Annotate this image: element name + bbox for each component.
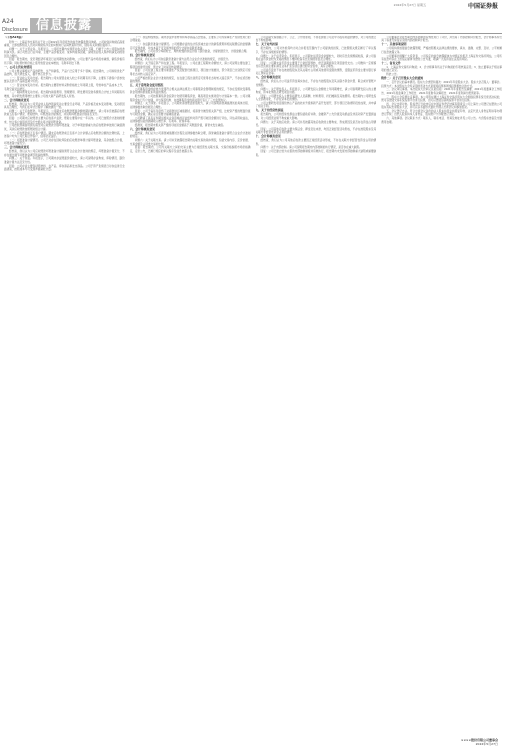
paragraph: 问题一：关于主营业务。年报显示，公司报告期内实现营业收入同比下降，归属于上市公司股东的净利润为负。请公司结合行业环境、主要产品价格变动、成本构成等因素，说明营业收入和净利润变动的原因及合理性。 (4, 47, 125, 58)
top-bar (0, 0, 506, 10)
section-heading: 三、会计师核查意见 (4, 145, 30, 149)
paragraph: （一）存货构成情况。期末存货中原材料和库存商品占比较高，主要系公司为保障生产连续性进行的合理备货。 (129, 36, 251, 43)
paragraph: 问题三：关于存货。年报显示，公司期末存货账面价值较大，请公司说明存货构成、库龄情况、跌价准备计提方法及充分性。 (4, 157, 125, 164)
section-heading: （下转A23版） (4, 36, 25, 40)
section-heading: 一、公司主营业务情况 (4, 64, 32, 69)
paragraph: 回复：公司存货主要包括原材料、在产品、库存商品和发出商品。公司于资产负债表日对存货进行全面清查，按照成本与可变现净值孰低计量。 (4, 164, 125, 171)
paragraph: 回复：报告期内，受宏观经济环境及行业周期性波动影响，公司主要产品市场需求减弱，销售价格有所下降；同时原材料价格上涨导致营业成本增加，毛利率同比下滑。 (4, 58, 125, 65)
paragraph: （一）营业收入变动分析。报告期内公司实现营业收入较上年同期有所下降，主要系下游客户需求放缓以及部分产品销量减少所致。 (4, 76, 125, 84)
masthead: 中国证券报 (467, 3, 498, 10)
paragraph: 问题九：关于其他应收款。请公司补充披露其他应收款的主要构成、形成原因及是否存在资金占用情况。 (255, 120, 377, 127)
paragraph: 一、召开会议的基本情况。股东大会类型和届次：2021年年度股东大会。股东大会召集人：董事会。投票方式：本次股东大会所采用的表决方式是现场投票和网络投票相结合的方式。 (381, 81, 502, 88)
paragraph: （二）营业成本变动分析。报告期内主要原材料采购价格较上年同期上涨，导致单位产品成本上升，毛利空间受到挤压。 (4, 84, 125, 91)
paragraph: 公司严格按照企业会计准则的规定，在在建工程达到预定可使用状态时转入固定资产，不存在延迟转固的情形。 (129, 76, 251, 83)
paragraph: 三、股东大会投票注意事项。本公司股东通过上海证券交易所股东大会网络投票系统行使表决权的，既可以登陆交易系统投票平台进行投票，也可以登陆互联网投票平台进行投票。 (381, 95, 502, 102)
paragraph: 公司董事会提醒广大投资者，公司指定的信息披露媒体为中国证券报及上海证券交易所网站，公司所有信息均以在上述指定媒体刊登的公告为准，敬请广大投资者注意投资风险。 (381, 54, 502, 61)
publication-date: 2022年5月27日 星期五 (393, 3, 426, 7)
paragraph: 公司将持续加强信息披露管理，严格按照相关法律法规的要求，真实、准确、完整、及时、公平地履行信息披露义务。 (381, 47, 502, 54)
paragraph: 问题七：关于货币资金。年报显示，公司期末货币资金余额较大，同时有息负债规模较高，请公司说明在货币资金较为充裕的情况下维持较高有息负债的原因及合理性。 (255, 54, 377, 61)
paragraph: 回复：报告期内，公司与关联方之间的交易主要为日常经营性关联交易，交易价格参照市场价格确定，定价公允，已履行相应的审议程序及信息披露义务。 (129, 146, 251, 153)
header-divider (4, 33, 502, 34)
section-heading: 二、会计师核查意见 (4, 97, 30, 102)
paragraph: （一）应收账款前五名客户情况。期末应收账款前五名客户合计余额占应收账款总额的比例较高，上述客户均为公司长期合作客户，信用状况良好。 (4, 131, 125, 138)
paragraph: 公司董事会对报告期内内部控制的有效性进行了评价，并出具了内部控制评价报告，会计师事务所出具了标准无保留意见的内部控制审计报告。 (381, 36, 502, 43)
column-2 (130, 36, 251, 741)
paragraph: 问题二：关于应收账款。年报显示，公司期末应收账款账面余额较期初增长，请公司补充披露应收账款前五名客户情况、账龄结构、坏账准备计提情况，并说明坏账准备计提是否充分。 (4, 109, 125, 117)
paragraph: 公司募集资金的存放与使用符合相关法律法规及公司募集资金管理制度的规定，不存在变相改变募集资金用途和损害股东利益的情况。 (129, 87, 251, 95)
paragraph: 回复：公司于每年年度终了对商誉进行减值测试，将商誉分摊至相关资产组，比较资产组的账面价值与可收回金额，确定是否需要计提减值准备。 (129, 109, 251, 116)
section-heading: 八、会计师核查意见 (255, 75, 281, 80)
paragraph: 经核查，我们认为公司货币资金真实存在，不存在与控股股东及其关联方资金共管、联合或共管账户的情形。 (255, 80, 377, 87)
paragraph: 回复：公司已建立较为完善的内部控制制度并有效执行，报告期内未发现内部控制重大缺陷或重要缺陷。 (255, 150, 377, 157)
paragraph: 经核查，我们认为公司应收账款坏账准备计提政策符合企业会计准则的规定，坏账准备计提充分，不存在通过调节坏账准备调节利润的情形。 (4, 150, 125, 157)
section-heading: 附件二：关于召开股东大会的通知 (381, 75, 424, 80)
section-heading: 五、关于募集资金使用情况 (129, 82, 164, 87)
paragraph: 报告期内，公司对部分库龄较长、周转较慢的存货计提了跌价准备，计提依据充分，计提金额合理。 (134, 50, 249, 54)
article-columns (4, 36, 502, 741)
section-label: Disclosure (2, 27, 28, 33)
paragraph: 二、会议审议事项。本次股东大会审议议案包括：2021年年度报告及摘要、2021年度董事会工作报告、2021年度监事会工作报告、2021年度财务决算报告、2021年度利润分配预案等。 (381, 88, 502, 95)
paragraph: 经核查，我们认为公司商誉减值测试过程及关键参数选取合理，商誉减值准备计提符合企业会计准则的规定。 (129, 131, 251, 139)
paragraph: 经核查，我们认为公司营业收入和净利润变动主要受行业环境、产品价格及成本变动影响，变动原因具有合理性，与我们在审计过程中了解的情况一致。 (4, 102, 125, 110)
section-heading: 六、会计师核查意见 (129, 126, 155, 131)
paragraph: （二）存货跌价准备计提情况。公司根据存货的估计售价减去估计的销售费用和相关税费后的金额确定可变现净值，对成本高于可变现净值的部分计提存货跌价准备。 (129, 43, 251, 50)
issuer-name: ××××股份有限公司董事会 (460, 738, 498, 742)
column-4 (381, 36, 502, 741)
paragraph: 报告期内，公司对外担保均为对合并报表范围内子公司提供的担保，已按照相关规定履行了审议程序，不存在违规担保的情形。 (255, 47, 377, 54)
notice-date: 2022年5月27日 (475, 742, 498, 746)
paragraph: 五、会议登记方法。符合出席会议条件的法人股东持营业执照复印件、法定代表人身份证明书等办理登记手续；自然人股东持本人身份证、股东账户卡办理登记手续。 (381, 109, 502, 117)
section-title: 信息披露 (30, 18, 102, 33)
paragraph: 报告期内，公司按照募集资金投资计划使用募集资金，募投项目实施进度与计划基本一致。公司对募集资金实行专户存储，并与保荐机构、存放募集资金的商业银行签订了三方监管协议。 (129, 95, 251, 102)
section-heading: 四、会计师核查意见 (129, 53, 155, 58)
section-heading: 十一、其他事项说明 (381, 42, 407, 47)
paragraph: 回复：公司期末应收账款主要为应收客户货款，账龄主要集中在一年以内。公司已按照会计准则的要求，结合客户信用状况及历史损失率计提坏账准备。 (4, 117, 125, 124)
paragraph: 六、其他事项。会议联系方式：联系人、联系电话、传真及地址详见公司公告。与会股东食宿及交通费用自理。 (381, 117, 502, 124)
paragraph: 经核查，我们认为公司存货跌价准备计提方法符合企业会计准则的规定，计提充分。 (134, 58, 231, 62)
paragraph: 问题八：关于研发投入。年报显示，公司研发投入金额较上年同期增长，请公司说明研发投入的主要构成、资本化情况及研发项目进展。 (255, 87, 377, 94)
notice-signature (461, 738, 498, 746)
paragraph: 回复：公司期末货币资金主要用于日常经营周转、偿还到期债务及项目建设支出。公司维持一定规模的有息负债主要系满足业务扩张及项目建设的资金需求，具有合理性。 (255, 61, 377, 69)
column-3 (256, 36, 377, 741)
paragraph: 问题五：关于商誉。年报显示，公司期末商誉账面价值较大，请公司说明商誉减值测试的具体过程、关键参数选取依据及合理性。 (129, 102, 251, 109)
paragraph: 公司主要从事相关产品的研发、生产和销售，产品广泛应用于多个领域。报告期内，公司持续优化产品结构，加大研发投入，提升核心竞争力。 (4, 69, 125, 77)
paragraph: （三）期间费用变动分析。报告期内销售费用、管理费用、研发费用及财务费用合计较上年同期有所增加，其中研发费用增长主要系公司加大新产品研发投入所致。 (4, 91, 125, 98)
section-heading: 十二、备查文件 (381, 60, 401, 65)
paragraph: 报告期内，公司非经常性损益主要包括政府补助、金融资产公允价值变动损益及非流动资产处置损益等，对公司经营业绩不构成重大影响。 (255, 113, 377, 120)
paragraph: 附件一：上海证券交易所关于对公司2021年年度报告的信息披露监管问询函。公司收到问询函后高度重视，立即组织相关人员对问询函所涉及的问题进行认真核查和分析，现将有关问题回复如下。 (4, 40, 125, 47)
paragraph: 问题十：关于内部控制。请公司说明报告期内内部控制的执行情况，是否存在重大缺陷。 (260, 146, 362, 150)
page-number: A24 (2, 18, 14, 25)
paragraph: 公司按照预期信用损失模型对应收账款计提坏账准备，对于单项金额重大的应收账款单独进行减值测试，其余应收账款按照账龄组合计提。 (4, 124, 125, 131)
page-header (0, 10, 506, 32)
section-heading: 七、关于对外担保 (255, 42, 278, 47)
paragraph: 公司聘请了具有证券期货相关业务资格的评估机构对资产组可收回金额进行评估，评估采用收益法，关键参数包括预测期收入增长率、毛利率、折现率等。 (129, 116, 251, 124)
paragraph: 公司主要研发项目围绕核心产品的技术升级和新产品开发展开，部分项目已取得阶段性成果，并申请了相关专利。 (255, 102, 377, 109)
section-heading: 九、关于非经常性损益 (255, 108, 284, 113)
paragraph: 公司货币资金不存在被控股股东及其关联方占用或其他使用受限的情形，受限货币资金主要为银行承兑汇票保证金等。 (255, 69, 377, 76)
paragraph: 经测试，报告期末相关资产组的可收回金额高于其账面价值，商誉未发生减值。 (134, 124, 226, 127)
paragraph: 问题四：关于固定资产和在建工程。年报显示，公司在建工程期末余额较大，请公司说明主要在建工程项目的建设进度、预计完工时间及转固情况。 (129, 62, 251, 69)
paragraph: 特此公告。 (386, 73, 400, 77)
paragraph: 公司关联交易遵循公平、公正、公开的原则，不存在损害公司及中小股东利益的情形，对公司的独立性不构成影响。 (255, 36, 377, 43)
paragraph: 四、会议出席对象。股权登记日收市后在中国证券登记结算有限责任公司上海分公司登记在册的公司股东有权出席股东大会，并可以以书面形式委托代理人出席会议和参加表决。 (381, 102, 502, 110)
paragraph: 1、上海证券交易所问询函；2、会计师事务所关于问询函的专项核查意见；3、独立董事关于相关事项的独立意见。 (381, 65, 502, 73)
paragraph: 经核查，我们认为公司其他应收款主要因正常经营活动形成，不存在关联方非经营性资金占用的情形。 (255, 139, 377, 146)
column-1 (4, 36, 125, 741)
paragraph: （二）坏账准备计提情况。公司已对存在回收风险的应收账款单项计提坏账准备，其余按组合计提，坏账准备计提充分。 (4, 138, 125, 146)
paragraph: 回复：公司研发投入主要包括研发人员薪酬、材料费用、折旧摊销及其他费用。报告期内公司研发投入全部费用化，不存在资本化的情形。 (255, 94, 377, 102)
paragraph: 回复：公司在建工程主要为新建生产线及配套设施项目，项目按计划推进，部分项目已达到预定可使用状态并转入固定资产。 (129, 69, 251, 76)
section-heading: 十、会计师核查意见 (255, 134, 281, 138)
paragraph: 问题六：关于关联交易。请公司补充披露报告期内关联交易的具体情况，包括交易内容、定价依据、交易金额及占同类交易的比例。 (129, 139, 251, 146)
paragraph: 回复：公司其他应收款主要为保证金、押金及往来款，均因正常经营活动形成，不存在控股股东及其关联方非经营性资金占用的情形。 (255, 127, 377, 135)
